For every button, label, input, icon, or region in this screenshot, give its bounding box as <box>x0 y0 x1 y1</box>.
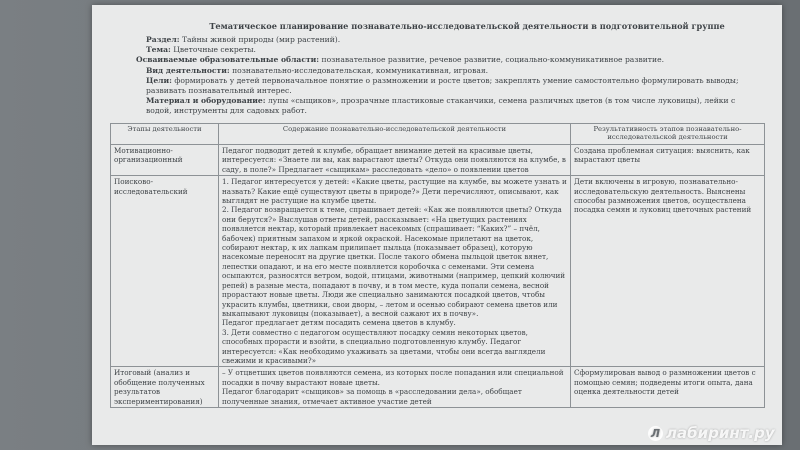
meta-row-areas <box>132 55 762 65</box>
meta-value: формировать у детей первоначальное понятие о размножении и росте цветов; закреплять умение самостоятельно формулировать выводы; развивать познавательный интерес. <box>146 75 739 96</box>
meta-block <box>132 35 762 117</box>
stage-cell: Мотивационно-организационный <box>111 145 219 176</box>
result-cell: Сформулирован вывод о размножении цветов с помощью семян; подведены итоги опыта, дана оценка деятельности детей <box>571 367 765 408</box>
watermark-text: лабиринт.ру <box>666 424 775 442</box>
meta-row-section <box>132 35 762 45</box>
stage-cell: Поисково-исследовательский <box>111 176 219 367</box>
content-cell <box>219 367 571 408</box>
meta-label: Тема: <box>146 45 171 55</box>
meta-row-activity <box>132 66 762 76</box>
stage-cell: Итоговый (анализ и обобщение полученных результатов экспериментирования) <box>111 367 219 408</box>
content-paragraph: 2. Педагог возвращается к теме, спрашивает детей: «Как же появляются цветы? Откуда они берутся?» Выслушав ответы детей, рассказывает: «На цветущих растениях появляется нектар, который привлекает насекомых (спрашивает: “Каких?” – пчёл, бабочек) приятным запахом и яркой окраской. Насекомые прилетают на цветок, собирают нектар, к их лапкам прилипает пыльца (показывает образец), которую насекомые переносят на другие цветки. После такого обмена пыльцой цветок вянет, лепестки опадают, и на его месте появляется коробочка с семенами. Эти семена осыпаются, разносятся ветром, водой, птицами, животными (например, цепкий колючий репей) в разные места, попадают в почву, и в том месте, куда попали семена, весной прорастают новые цветы. Люди же специально занимаются посадкой цветов, чтобы украсить клумбы, цветники, свои дворы, – летом и осенью собирают семена цветов или выкапывают луковицы (показывает), а весной сажают их в почву». <box>222 205 566 318</box>
planning-table <box>110 123 765 408</box>
content-paragraph: Педагог благодарит «сыщиков» за помощь в «расследовании дела», обобщает полученные знания, отмечает активное участие детей <box>222 387 522 406</box>
meta-label: Вид деятельности: <box>146 65 230 75</box>
meta-value: Цветочные секреты. <box>173 45 256 55</box>
meta-value: Тайны живой природы (мир растений). <box>181 35 341 44</box>
table-row <box>111 176 765 367</box>
content-paragraph: 1. Педагог интересуется у детей: «Какие цветы, растущие на клумбе, вы можете узнать и назвать? Какие ещё существуют цветы в природе?» Дети перечисляют, описывают, как выглядят не растущие на клумбе цветы. <box>222 177 567 206</box>
header-stages: Этапы деятельности <box>111 124 219 145</box>
content-paragraph: Педагог предлагает детям посадить семена цветов в клумбу. <box>222 318 456 328</box>
document-page <box>92 5 782 445</box>
content-cell <box>219 145 571 176</box>
content-paragraph: 3. Дети совместно с педагогом осуществляют посадку семян некоторых цветов, способных прорасти и взойти, в специально подготовленную клумбу. Педагог интересуется: «Как необходимо ухаживать за цветами, чтобы они всегда выглядели свежими и красивыми?» <box>222 327 546 365</box>
content-paragraph: Педагог подводит детей к клумбе, обращает внимание детей на красивые цветы, интересуется: «Знаете ли вы, как вырастают цветы? Откуда они появляются на клумбе, в саду, в поле?» Предлагает «сыщикам» расследовать «дело» о появлении цветов <box>222 146 566 174</box>
meta-row-topic <box>132 45 762 55</box>
watermark <box>648 424 775 442</box>
meta-label: Осваиваемые образовательные области: <box>136 55 320 65</box>
result-cell: Создана проблемная ситуация: выяснить, как вырастают цветы <box>571 145 765 176</box>
content-cell <box>219 176 571 367</box>
result-cell: Дети включены в игровую, познавательно-исследовательскую деятельность. Выяснены способы размножения цветов, осуществлена посадка семян и луковиц цветочных растений <box>571 176 765 367</box>
table-header-row <box>111 124 765 145</box>
header-content: Содержание познавательно-исследовательской деятельности <box>219 124 571 145</box>
meta-label: Раздел: <box>146 35 180 44</box>
meta-label: Материал и оборудование: <box>146 96 266 106</box>
document-title: Тематическое планирование познавательно-исследовательской деятельности в подготовительной группе <box>209 21 725 31</box>
meta-value: лупы «сыщиков», прозрачные пластиковые стаканчики, семена различных цветов (в том числе луковицы), лейки с водой, инструменты для садовых работ. <box>146 96 736 116</box>
content-paragraph: – У отцветших цветов появляются семена, из которых после попадания или специальной посадки в почву вырастают новые цветы. <box>222 368 564 387</box>
table-row <box>111 367 765 408</box>
meta-row-goals <box>132 76 762 96</box>
meta-value: познавательное развитие, речевое развитие, социально-коммуникативное развитие. <box>321 55 664 65</box>
meta-value: познавательно-исследовательская, коммуникативная, игровая. <box>232 65 489 75</box>
labirint-logo-icon: Л <box>648 426 663 441</box>
header-results: Результативность этапов познавательно-исследовательской деятельности <box>571 124 765 145</box>
table-row <box>111 145 765 176</box>
meta-label: Цели: <box>146 75 172 85</box>
meta-row-materials <box>132 96 762 116</box>
